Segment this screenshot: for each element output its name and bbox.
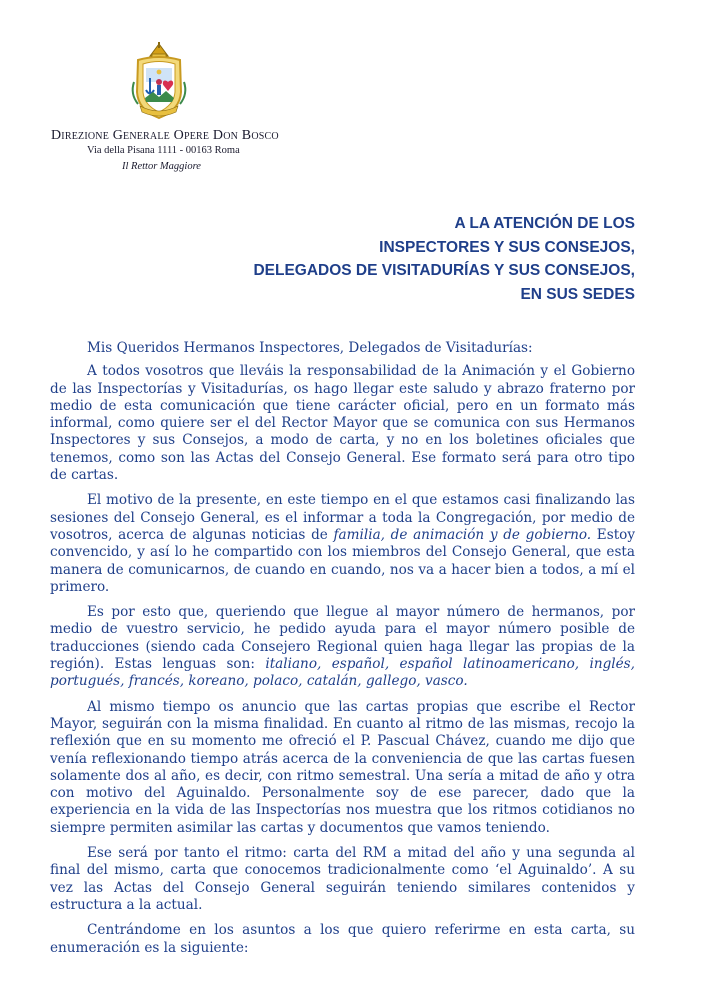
paragraph-4-text: Al mismo tiempo os anuncio que las cartas propias que escribe el Rector Mayor, seguirán con la misma finalidad. En cuanto al ritmo de las mismas, recojo la reflexión que en su momento me ofreció el P. Pascual Chávez, cuando me dijo que venía reflexionando tiempo atrás acerca de la conveniencia de que las cartas fuesen solamente dos al año, es decir, con ritmo semestral. Una sería a mitad de año y otra con motivo del Aguinaldo. Personalmente soy de ese parecer, dado que la experiencia en la vida de las Inspectorías nos muestra que los ritmos cotidianos no siempre permiten asimilar las cartas y documentos que vamos teniendo. bbox=[50, 698, 635, 836]
paragraph-1-text: A todos vosotros que lleváis la responsabilidad de la Animación y el Gobierno de las Inspectorías y Visitadurías, os hago llegar este saludo y abrazo fraterno por medio de esta comunicación que tiene carácter oficial, pero en un formato más informal, como quiere ser el del Rector Mayor que se comunica con sus Hermanos Inspectores y sus Consejos, a modo de carta, y no en los boletines oficiales que tenemos, como son las Actas del Consejo General. Ese formato será para otro tipo de cartas. bbox=[50, 363, 635, 484]
paragraph-2-text-b: Estoy convencido, y así lo he compartido con los miembros del Consejo General, que esta manera de comunicarnos, de cuando en cuando, nos va a hacer bien a todos, a mí el primero. bbox=[50, 526, 636, 595]
paragraph-2-text-a: El motivo de la presente, en este tiempo en el que estamos casi finalizando las sesiones del Consejo General, es el informar a toda la Congregación, por medio de vosotros, acerca de algunas noticias de bbox=[50, 492, 635, 543]
letter-body bbox=[50, 340, 636, 965]
paragraph-1 bbox=[50, 363, 635, 484]
paragraph-6-text: Centrándome en los asuntos a los que quiero referirme en esta carta, su enumeración es la siguiente: bbox=[50, 922, 635, 956]
paragraph-4 bbox=[50, 699, 635, 837]
paragraph-5-text: Ese será por tanto el ritmo: carta del RM a mitad del año y una segunda al final del mismo, carta que conocemos tradicionalmente como ‘el Aguinaldo’. A su vez las Actas del Consejo General seguirán teniendo similares contenidos y estructura a la actual. bbox=[50, 845, 635, 913]
letterhead-organization: Direzione Generale Opere Don Bosco bbox=[51, 128, 279, 143]
greeting: Mis Queridos Hermanos Inspectores, Delegados de Visitadurías: bbox=[87, 340, 533, 356]
heading-line-1: A LA ATENCIÓN DE LOS bbox=[454, 215, 635, 232]
paragraph-3 bbox=[50, 604, 635, 690]
heading-line-4: EN SUS SEDES bbox=[520, 285, 635, 303]
paragraph-3-text: Es por esto que, queriendo que llegue al mayor número de hermanos, por medio de vuestro servicio, he pedido ayuda para el mayor número posible de traducciones (siendo cada Consejero Regional quien haga llegar las propias de la región). Estas lenguas son: bbox=[50, 604, 635, 673]
paragraph-2 bbox=[50, 492, 635, 596]
letterhead-role: Il Rettor Maggiore bbox=[122, 161, 201, 172]
paragraph-5 bbox=[50, 845, 635, 914]
heading-line-3: DELEGADOS DE VISITADURÍAS Y SUS CONSEJOS, bbox=[253, 262, 635, 279]
paragraph-6 bbox=[50, 922, 635, 957]
paragraph-3-languages: italiano, español, español latinoamericano, inglés, portugués, francés, koreano, polaco, catalán, gallego, vasco. bbox=[50, 656, 635, 690]
salesian-crest-icon bbox=[128, 42, 190, 122]
addressee-heading bbox=[253, 212, 635, 306]
letterhead-address: Via della Pisana 1111 - 00163 Roma bbox=[87, 145, 240, 156]
paragraph-2-emphasis: familia, de animación y de gobierno. bbox=[333, 526, 592, 543]
heading-line-2: INSPECTORES Y SUS CONSEJOS, bbox=[379, 238, 635, 256]
